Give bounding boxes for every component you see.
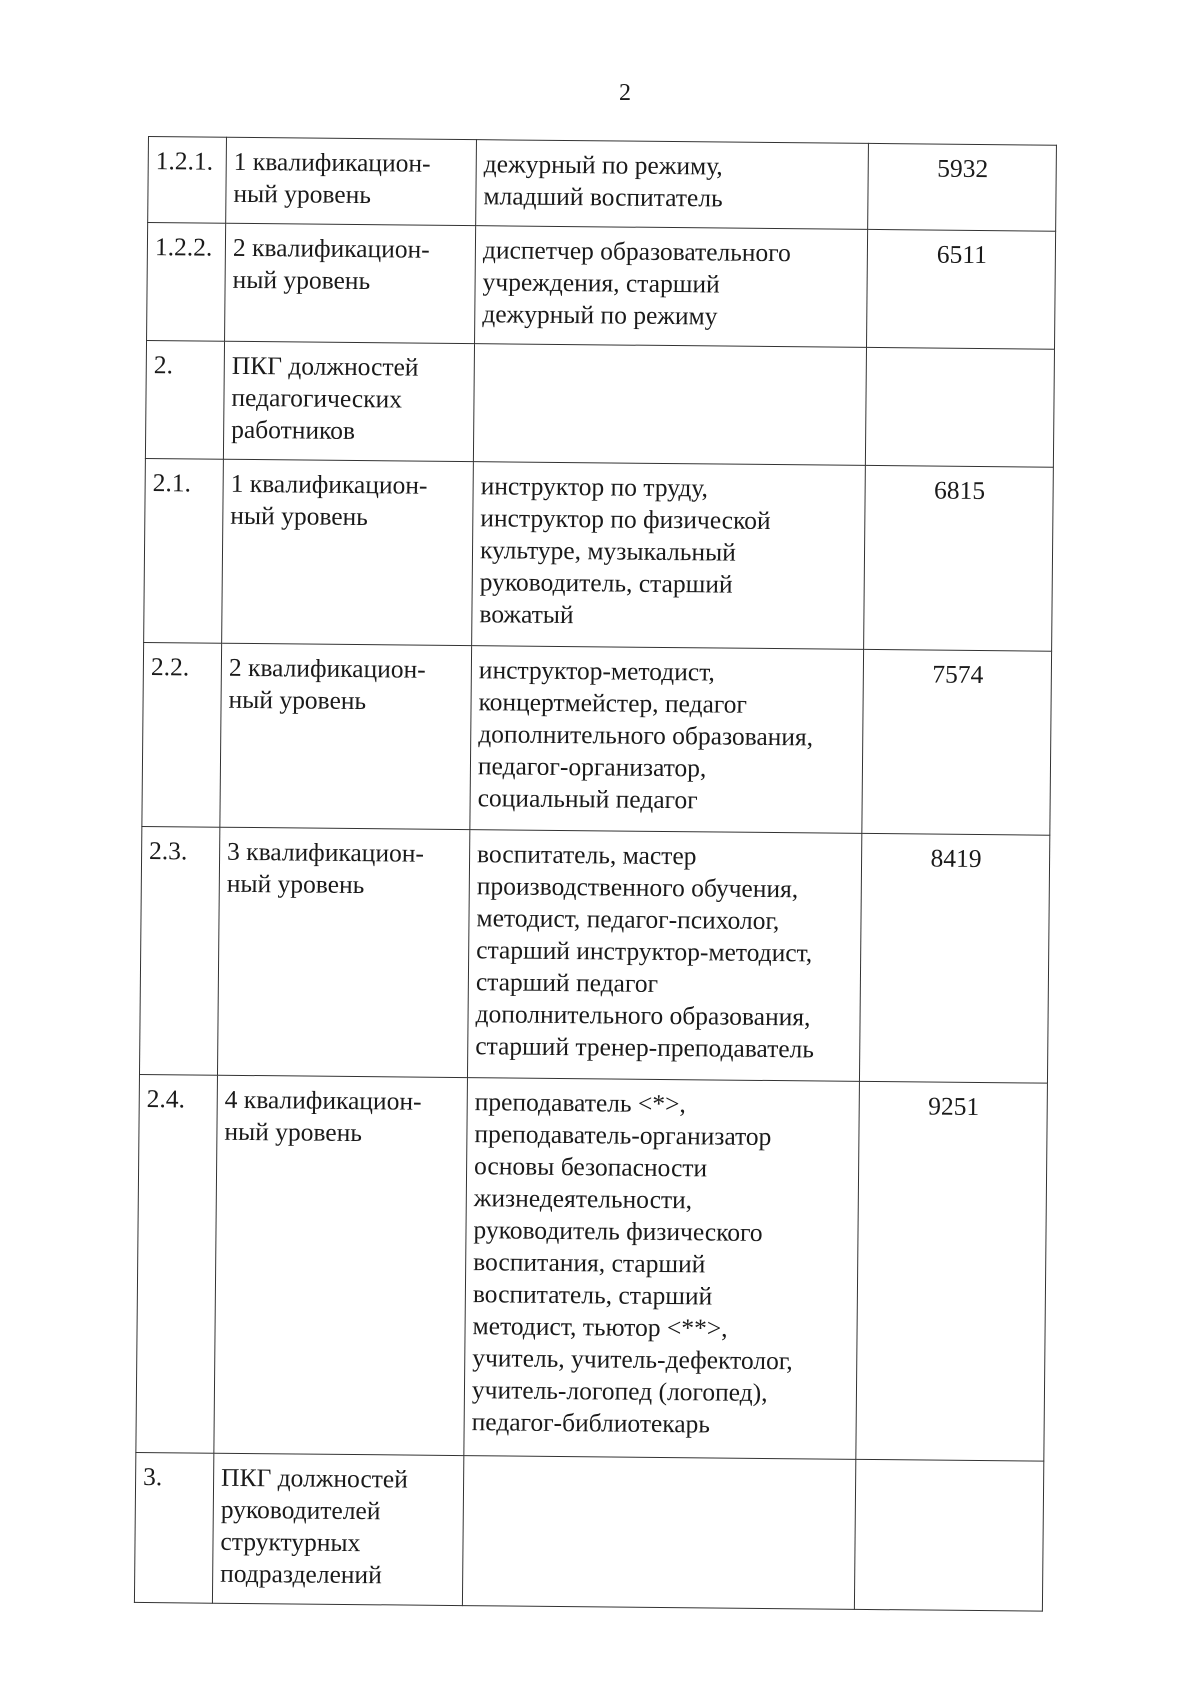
table-row bbox=[142, 642, 1052, 835]
table-row bbox=[136, 1074, 1048, 1461]
qualification-level: 2 квалификацион- ный уровень bbox=[220, 643, 472, 829]
table-row bbox=[134, 1452, 1043, 1611]
qualification-level: 2 квалификацион- ный уровень bbox=[225, 223, 476, 343]
qualification-level: 1 квалификацион- ный уровень bbox=[222, 459, 474, 645]
positions-table bbox=[134, 136, 1057, 1612]
positions-list bbox=[473, 344, 866, 466]
table-row bbox=[144, 458, 1054, 651]
table-row bbox=[147, 223, 1056, 350]
row-number: 1.2.2. bbox=[147, 223, 226, 342]
positions-list: диспетчер образовательного учреждения, старший дежурный по режиму bbox=[475, 226, 868, 348]
positions-list: преподаватель <*>, преподаватель-организатор основы безопасности жизнедеятельности, руководитель физического воспитания, старший воспитатель, старший методист, тьютор <**>, учитель, учитель-дефектолог, учитель-логопед (логопед), педагог-библиотекарь bbox=[464, 1078, 860, 1460]
qualification-level: 1 квалификацион- ный уровень bbox=[226, 137, 477, 225]
row-number: 2. bbox=[145, 340, 224, 459]
qualification-level: ПКГ должностей руководителей структурных подразделений bbox=[212, 1453, 463, 1605]
salary-value bbox=[865, 347, 1054, 467]
row-number: 2.2. bbox=[142, 642, 222, 827]
salary-value bbox=[854, 1459, 1043, 1611]
salary-value: 6815 bbox=[864, 465, 1054, 651]
salary-value: 6511 bbox=[867, 229, 1056, 349]
qualification-level: ПКГ должностей педагогических работников bbox=[223, 341, 474, 461]
salary-value: 8419 bbox=[859, 833, 1049, 1083]
table-row bbox=[148, 137, 1057, 232]
salary-value: 7574 bbox=[862, 649, 1052, 835]
positions-list: инструктор по труду, инструктор по физической культуре, музыкальный руководитель, старший вожатый bbox=[472, 462, 866, 650]
positions-list: воспитатель, мастер производственного обучения, методист, педагог-психолог, старший инструктор-методист, старший педагог дополнительного образования, старший тренер-преподаватель bbox=[467, 830, 861, 1082]
page-number: 2 bbox=[619, 80, 631, 106]
positions-list bbox=[462, 1456, 855, 1610]
row-number: 2.3. bbox=[139, 826, 219, 1075]
table-row bbox=[139, 826, 1049, 1083]
qualification-level: 3 квалификацион- ный уровень bbox=[217, 827, 469, 1077]
positions-list: инструктор-методист, концертмейстер, педагог дополнительного образования, педагог-организатор, социальный педагог bbox=[470, 646, 864, 834]
row-number: 2.1. bbox=[144, 458, 224, 643]
row-number: 1.2.1. bbox=[148, 137, 227, 224]
row-number: 2.4. bbox=[136, 1074, 218, 1453]
salary-value: 9251 bbox=[856, 1081, 1048, 1461]
positions-list: дежурный по режиму, младший воспитатель bbox=[476, 140, 869, 230]
qualification-level: 4 квалификацион- ный уровень bbox=[214, 1075, 468, 1455]
salary-value: 5932 bbox=[868, 143, 1057, 231]
row-number: 3. bbox=[134, 1452, 213, 1603]
table-row bbox=[145, 340, 1054, 467]
